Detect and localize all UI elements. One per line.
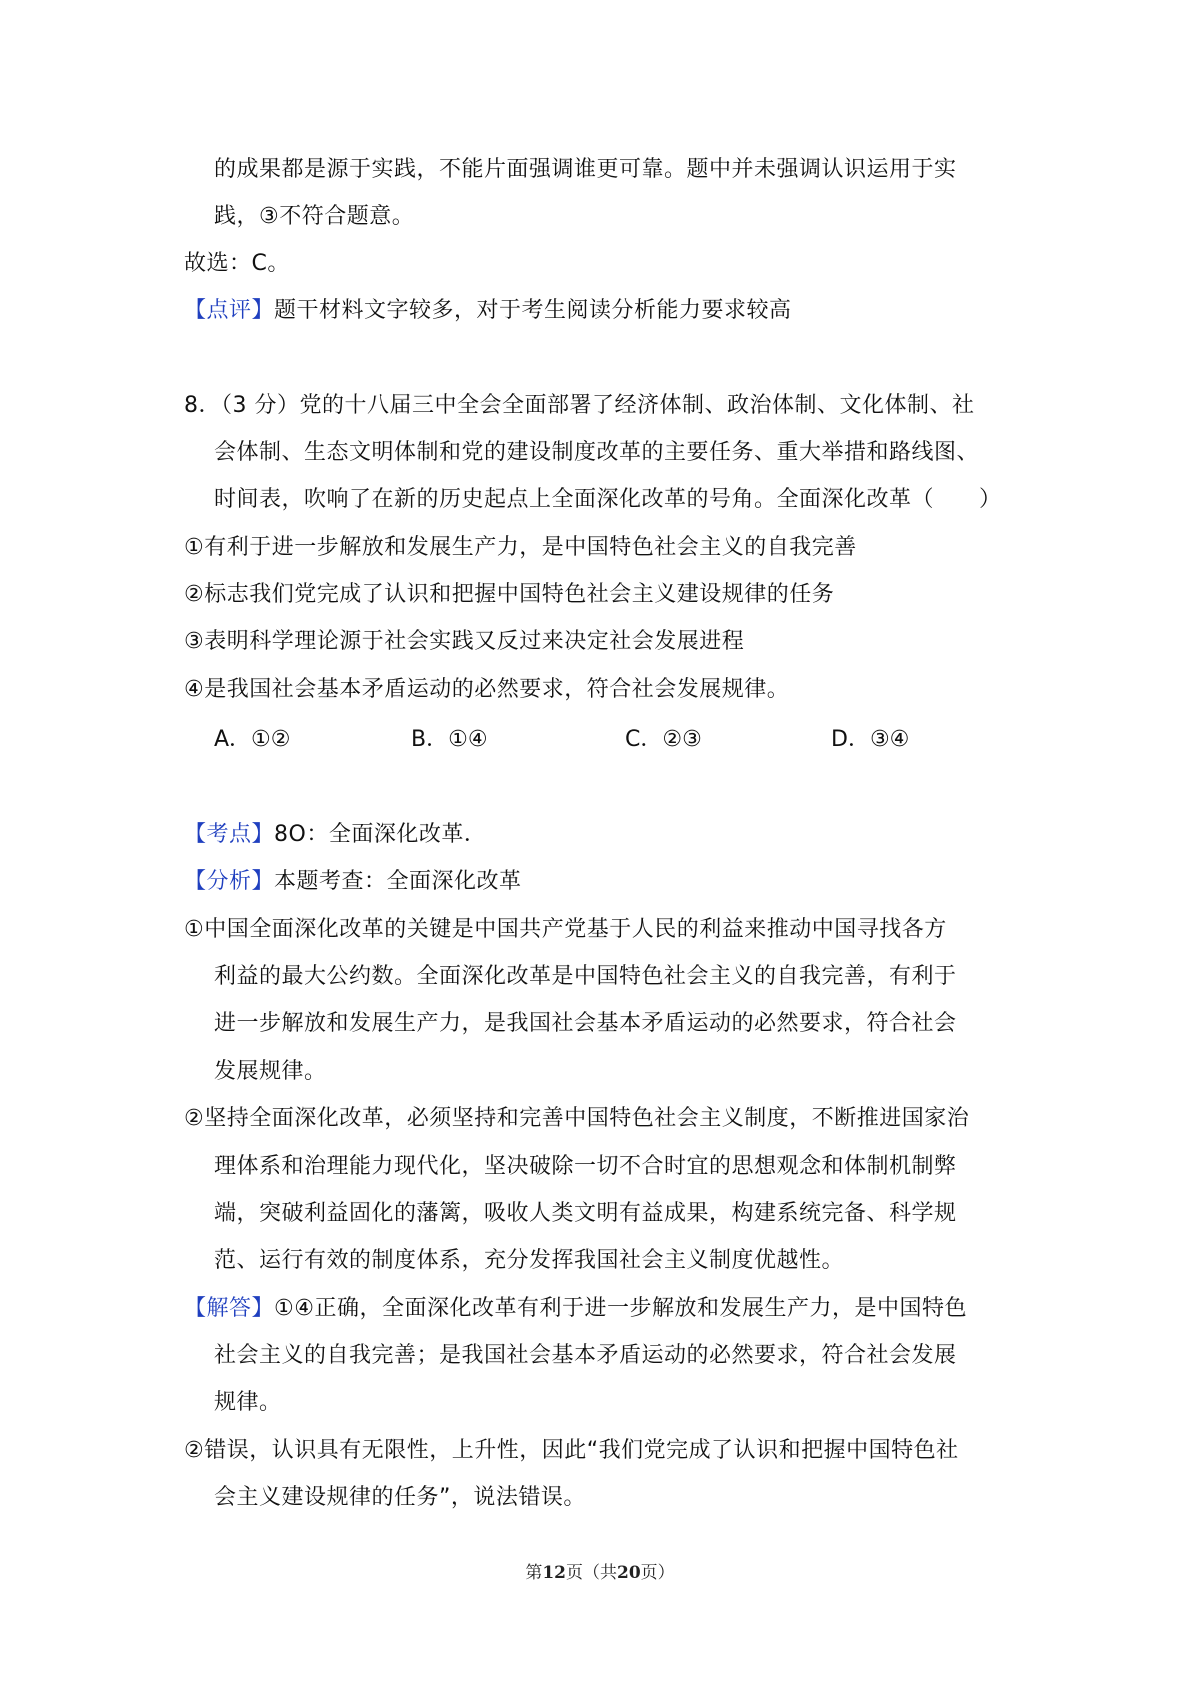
analysis-2-line-3: 端，突破利益固化的藩篱，吸收人类文明有益成果，构建系统完备、科学规 (214, 1201, 957, 1226)
page-footer (0, 1561, 1200, 1585)
prev-answer-line-1: 的成果都是源于实践，不能片面强调谁更可靠。题中并未强调认识运用于实 (214, 157, 957, 182)
jieda-line-3: 规律。 (214, 1390, 282, 1415)
analysis-1-line-1: ①中国全面深化改革的关键是中国共产党基于人民的利益来推动中国寻找各方 (184, 917, 947, 942)
option-b: B．①④ (411, 727, 488, 752)
question-8-line-2: 会体制、生态文明体制和党的建设制度改革的主要任务、重大举措和路线图、 (214, 440, 980, 465)
jieda-text: ①④正确，全面深化改革有利于进一步解放和发展生产力，是中国特色 (274, 1296, 967, 1321)
comment-text: 题干材料文字较多，对于考生阅读分析能力要求较高 (274, 298, 792, 323)
analysis-2-line-4: 范、运行有效的制度体系，充分发挥我国社会主义制度优越性。 (214, 1248, 845, 1273)
jieda-tag: 【解答】 (184, 1296, 275, 1321)
analysis-2-line-2: 理体系和治理能力现代化，坚决破除一切不合时宜的思想观念和体制机制弊 (214, 1154, 957, 1179)
analysis-1-line-3: 进一步解放和发展生产力，是我国社会基本矛盾运动的必然要求，符合社会 (214, 1011, 957, 1036)
statement-1: ①有利于进一步解放和发展生产力，是中国特色社会主义的自我完善 (184, 535, 857, 560)
footer-prefix: 第 (525, 1563, 543, 1583)
answer-options (214, 725, 974, 755)
footer-total-pages: 20 (617, 1563, 641, 1583)
wrong-line-1: ②错误，认识具有无限性，上升性，因此“我们党完成了认识和把握中国特色社 (184, 1438, 959, 1463)
fenxi-text: 本题考查：全面深化改革 (274, 869, 522, 894)
analysis-2-line-1: ②坚持全面深化改革，必须坚持和完善中国特色社会主义制度，不断推进国家治 (184, 1106, 970, 1131)
option-c: C．②③ (625, 727, 702, 752)
fenxi (184, 867, 522, 897)
footer-suffix: 页） (640, 1563, 675, 1583)
footer-middle: 页（共 (566, 1563, 617, 1583)
question-8-line-3: 时间表，吹响了在新的历史起点上全面深化改革的号角。全面深化改革（ ） (214, 487, 1002, 512)
question-8-line-1: 8．（3 分）党的十八届三中全会全面部署了经济体制、政治体制、文化体制、社 (184, 393, 975, 418)
statement-2: ②标志我们党完成了认识和把握中国特色社会主义建设规律的任务 (184, 582, 835, 607)
option-d: D．③④ (831, 727, 910, 752)
analysis-1-line-2: 利益的最大公约数。全面深化改革是中国特色社会主义的自我完善，有利于 (214, 964, 957, 989)
kaodian-text: 8O：全面深化改革． (274, 822, 487, 847)
jieda (184, 1294, 967, 1324)
fenxi-tag: 【分析】 (184, 869, 275, 894)
statement-4: ④是我国社会基本矛盾运动的必然要求，符合社会发展规律。 (184, 677, 790, 702)
footer-page-number: 12 (542, 1563, 566, 1583)
kaodian-tag: 【考点】 (184, 822, 275, 847)
prev-answer-line-2: 践，③不符合题意。 (214, 204, 415, 229)
prev-answer-choice: 故选：C。 (184, 251, 290, 276)
option-a: A．①② (214, 727, 291, 752)
jieda-line-2: 社会主义的自我完善；是我国社会基本矛盾运动的必然要求，符合社会发展 (214, 1343, 957, 1368)
statement-3: ③表明科学理论源于社会实践又反过来决定社会发展进程 (184, 629, 745, 654)
kaodian (184, 820, 486, 850)
wrong-line-2: 会主义建设规律的任务”，说法错误。 (214, 1485, 586, 1510)
comment-tag: 【点评】 (184, 298, 275, 323)
prev-comment (184, 296, 792, 326)
analysis-1-line-4: 发展规律。 (214, 1059, 327, 1084)
